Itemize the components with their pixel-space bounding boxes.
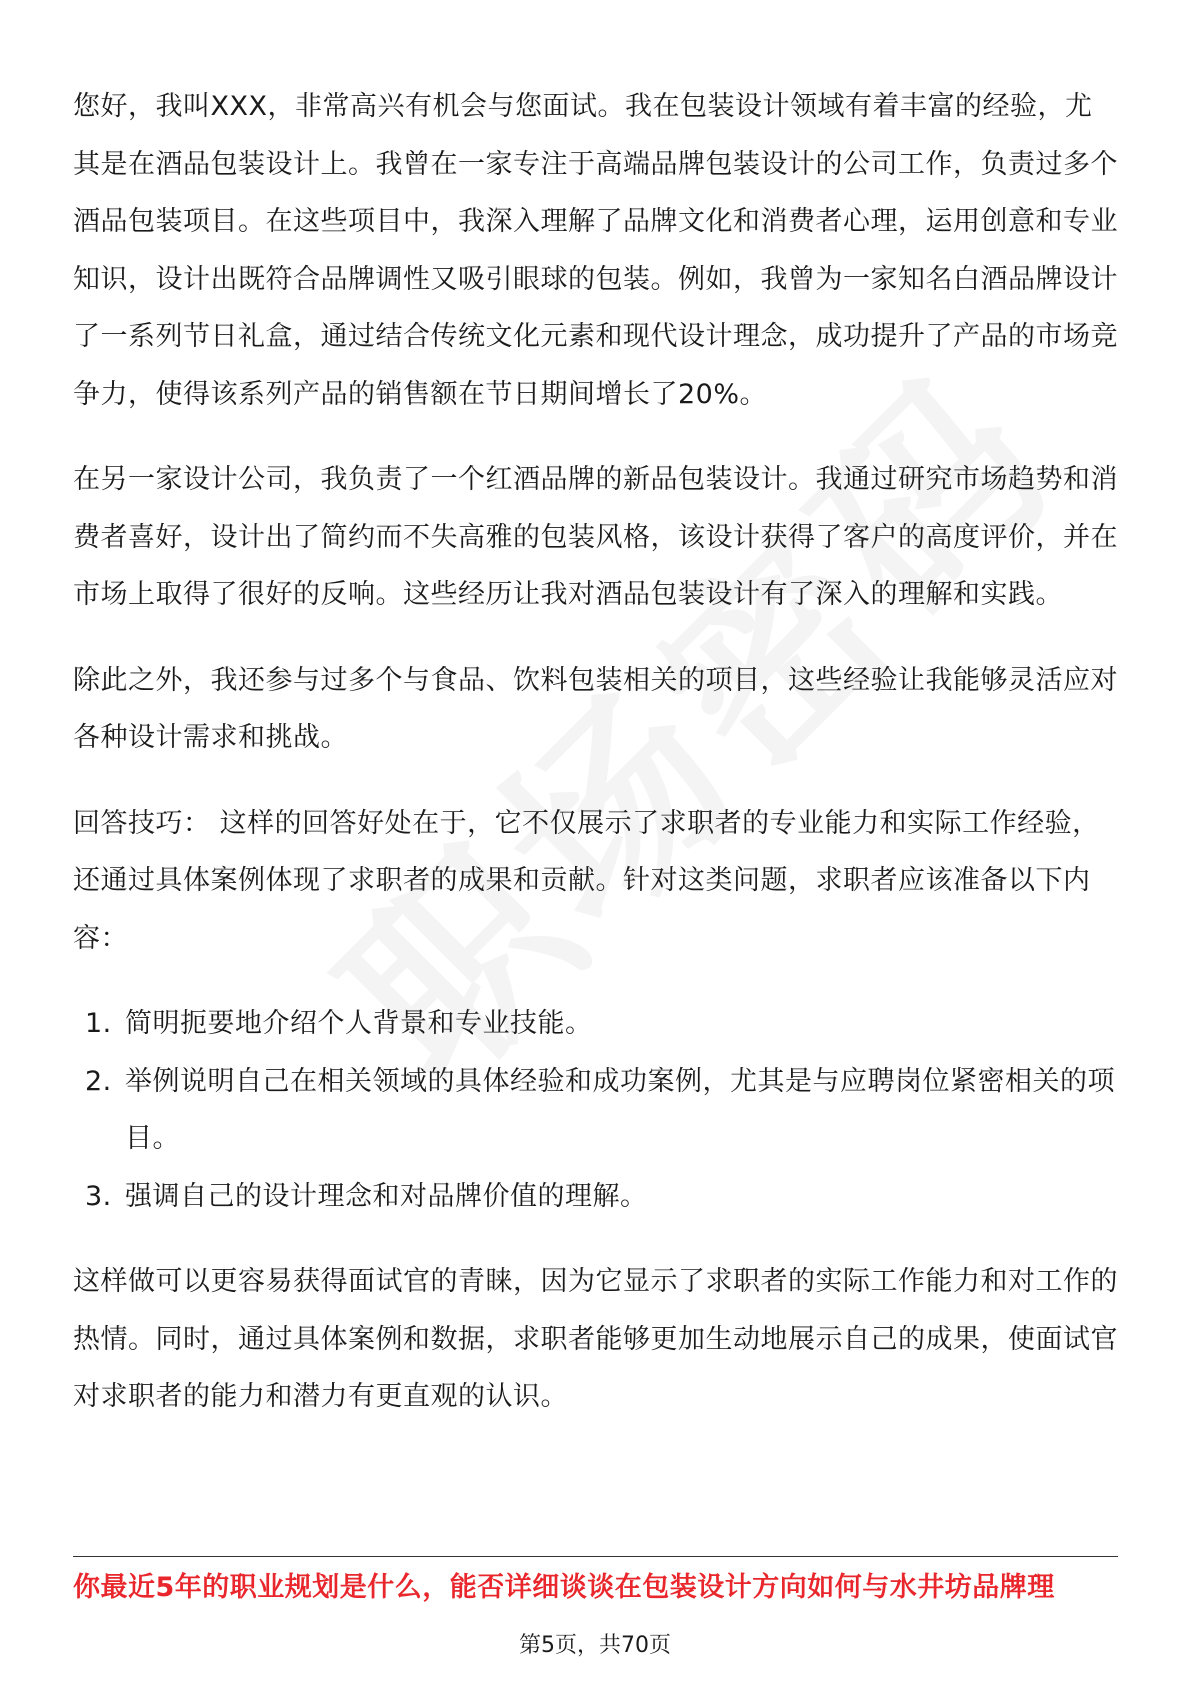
list-item-text: 强调自己的设计理念和对品牌价值的理解。: [125, 1180, 648, 1212]
next-question-heading: 你最近5年的职业规划是什么，能否详细谈谈在包装设计方向如何与水井坊品牌理: [73, 1572, 1055, 1603]
answer-paragraph-1: 您好，我叫XXX，非常高兴有机会与您面试。我在包装设计领域有着丰富的经验，尤其是在酒品包装设计上。我曾在一家专注于高端品牌包装设计的公司工作，负责过多个酒品包装项目。在这些项目中，我深入理解了品牌文化和消费者心理，运用创意和专业知识，设计出既符合品牌调性又吸引眼球的包装。例如，我曾为一家知名白酒品牌设计了一系列节日礼盒，通过结合传统文化元素和现代设计理念，成功提升了产品的市场竞争力，使得该系列产品的销售额在节日期间增长了20%。: [73, 91, 1118, 410]
list-item-number: 2.: [85, 1065, 112, 1097]
section-divider: [73, 1556, 1118, 1557]
answer-paragraph-3: 除此之外，我还参与过多个与食品、饮料包装相关的项目，这些经验让我能够灵活应对各种设计需求和挑战。: [73, 664, 1118, 753]
list-item: [73, 1168, 1118, 1226]
answer-tips-intro: 回答技巧： 这样的回答好处在于，它不仅展示了求职者的专业能力和实际工作经验，还通过具体案例体现了求职者的成果和贡献。针对这类问题，求职者应该准备以下内容：: [73, 807, 1100, 954]
list-item-number: 3.: [85, 1180, 112, 1212]
document-body: [73, 78, 1118, 1426]
closing-paragraph: 这样做可以更容易获得面试官的青睐，因为它显示了求职者的实际工作能力和对工作的热情。同时，通过具体案例和数据，求职者能够更加生动地展示自己的成果，使面试官对求职者的能力和潜力有更直观的认识。: [73, 1266, 1118, 1412]
list-item-text: 举例说明自己在相关领域的具体经验和成功案例，尤其是与应聘岗位紧密相关的项目。: [125, 1065, 1115, 1154]
list-item-number: 1.: [85, 1008, 112, 1039]
tips-list: [73, 995, 1118, 1225]
page-number: 第5页，共70页: [519, 1633, 671, 1658]
list-item: [73, 1053, 1118, 1168]
list-item: [73, 995, 1118, 1053]
answer-paragraph-2: 在另一家设计公司，我负责了一个红酒品牌的新品包装设计。我通过研究市场趋势和消费者喜好，设计出了简约而不失高雅的包装风格，该设计获得了客户的高度评价，并在市场上取得了很好的反响。这些经历让我对酒品包装设计有了深入的理解和实践。: [73, 464, 1118, 610]
list-item-text: 简明扼要地介绍个人背景和专业技能。: [125, 1008, 593, 1039]
